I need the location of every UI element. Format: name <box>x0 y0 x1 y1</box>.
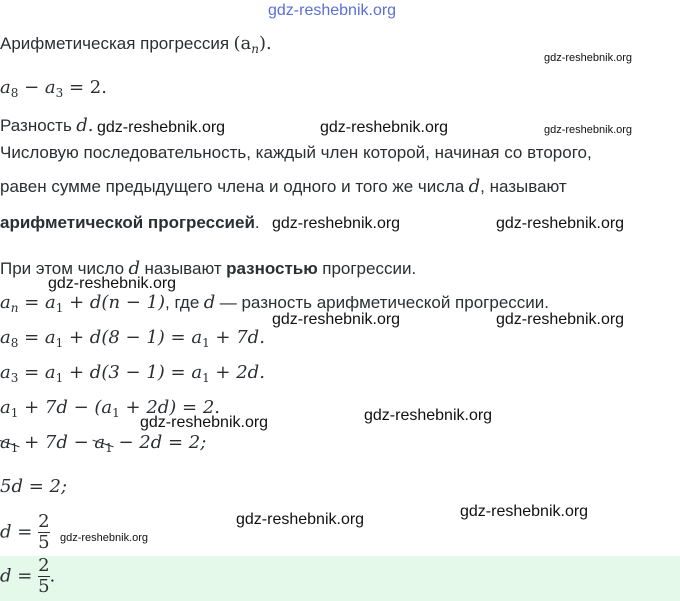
equation-a3: $a_3 = a_1 + d(3 - 1) = a_1 + 2d$. <box>0 362 265 385</box>
given-equation: $a_8 - a_3 = 2$. <box>0 77 107 100</box>
equation-difference: $a_1 + 7d - (a_1 + 2d) = 2$. <box>0 397 221 420</box>
watermark: gdz-reshebnik.org <box>544 124 633 136</box>
watermark: gdz-reshebnik.org <box>496 215 625 232</box>
difference-definition: При этом число d называют разностью прогрессии. <box>0 258 417 279</box>
find-statement: Разность d. <box>0 115 94 136</box>
answer: d = $\frac{2}{5}$ . <box>0 555 56 597</box>
general-formula: $a_n = a_1 + d(n - 1)$, где d — разность арифметической прогрессии. <box>0 292 550 315</box>
definition-line-2: равен сумме предыдущего члена и одного и того же числа d, называют <box>0 176 567 197</box>
watermark: gdz-reshebnik.org <box>48 275 177 292</box>
definition-line-1: Числовую последовательность, каждый член которой, начиная со второго, <box>0 143 592 162</box>
watermark: gdz-reshebnik.org <box>320 119 449 136</box>
watermark: gdz-reshebnik.org <box>364 407 493 424</box>
watermark: gdz-reshebnik.org <box>544 52 633 64</box>
answer-fraction: $\frac{2}{5}$ <box>38 555 50 597</box>
problem-statement: Арифметическая прогрессия $(a_n)$. <box>0 33 272 56</box>
watermark: gdz-reshebnik.org <box>140 414 269 431</box>
watermark: gdz-reshebnik.org <box>272 215 401 232</box>
watermark: gdz-reshebnik.org <box>496 311 625 328</box>
watermark: gdz-reshebnik.org <box>236 511 365 528</box>
answer-highlight <box>0 556 680 601</box>
watermark-top: gdz-reshebnik.org <box>268 2 397 19</box>
watermark: gdz-reshebnik.org <box>97 119 226 136</box>
watermark: gdz-reshebnik.org <box>60 532 149 544</box>
equation-5d: 5d = 2; <box>0 476 68 497</box>
equation-cancellation: $a_1 + 7d - a_1 - 2d = 2$; <box>0 432 207 455</box>
equation-a8: $a_8 = a_1 + d(8 - 1) = a_1 + 7d$. <box>0 327 265 350</box>
definition-line-3: арифметической прогрессией. <box>0 213 260 232</box>
watermark: gdz-reshebnik.org <box>272 311 401 328</box>
fraction: $\frac{2}{5}$ <box>38 511 50 553</box>
watermark: gdz-reshebnik.org <box>460 503 589 520</box>
equation-fraction: d = $\frac{2}{5}$ <box>0 511 50 553</box>
